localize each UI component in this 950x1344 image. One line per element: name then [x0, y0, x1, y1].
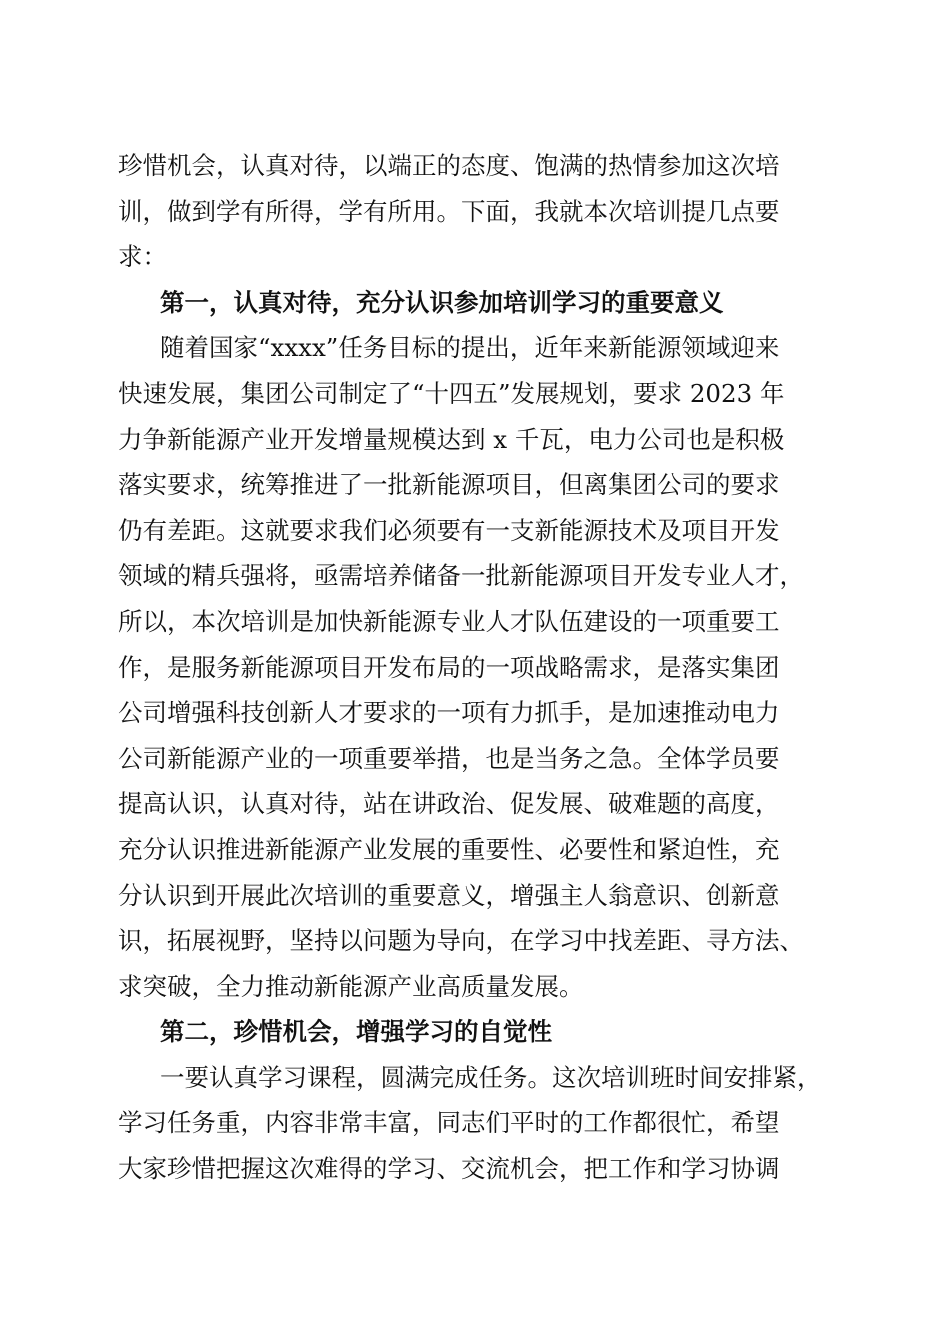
text-line: 力争新能源产业开发增量规模达到 x 千瓦，电力公司也是积极: [118, 424, 785, 454]
text-line: 大家珍惜把握这次难得的学习、交流机会，把工作和学习协调: [118, 1154, 780, 1184]
text-line: 珍惜机会，认真对待，以端正的态度、饱满的热情参加这次培: [118, 151, 780, 180]
section-1-paragraph: [118, 325, 834, 1009]
text-line: 一要认真学习课程，圆满完成任务。这次培训班时间安排紧，: [160, 1062, 822, 1092]
text-line: 训，做到学有所得，学有所用。下面，我就本次培训提几点要: [118, 196, 780, 226]
text-line: 所以，本次培训是加快新能源专业人才队伍建设的一项重要工: [118, 606, 780, 636]
text-line: 仍有差距。这就要求我们必须要有一支新能源技术及项目开发: [118, 515, 780, 545]
text-line: 充分认识推进新能源产业发展的重要性、必要性和紧迫性，充: [118, 834, 780, 864]
text-line: 分认识到开展此次培训的重要意义，增强主人翁意识、创新意: [118, 880, 780, 910]
text-line: 公司增强科技创新人才要求的一项有力抓手，是加速推动电力: [118, 698, 780, 728]
document-body: [118, 143, 834, 1192]
text-line: 快速发展，集团公司制定了“十四五”发展规划，要求 2023 年: [118, 378, 785, 408]
intro-paragraph: [118, 143, 834, 280]
text-line: 求：: [118, 242, 167, 272]
section-2-paragraph: [118, 1055, 834, 1192]
text-line: 领域的精兵强将，亟需培养储备一批新能源项目开发专业人才，: [118, 561, 804, 591]
text-line: 学习任务重，内容非常丰富，同志们平时的工作都很忙，希望: [118, 1108, 780, 1138]
section-heading-1: 第一，认真对待，充分认识参加培训学习的重要意义: [160, 287, 724, 317]
text-line: 随着国家“xxxx”任务目标的提出，近年来新能源领域迎来: [160, 333, 780, 363]
text-line: 作，是服务新能源项目开发布局的一项战略需求，是落实集团: [118, 652, 780, 682]
text-line: 识，拓展视野，坚持以问题为导向，在学习中找差距、寻方法、: [118, 926, 804, 956]
section-heading-2: 第二，珍惜机会，增强学习的自觉性: [160, 1017, 552, 1047]
text-line: 提高认识，认真对待，站在讲政治、促发展、破难题的高度，: [118, 789, 780, 819]
text-line: 落实要求，统筹推进了一批新能源项目，但离集团公司的要求: [118, 470, 780, 500]
text-line: 求突破，全力推动新能源产业高质量发展。: [118, 971, 584, 1001]
text-line: 公司新能源产业的一项重要举措，也是当务之急。全体学员要: [118, 743, 780, 773]
